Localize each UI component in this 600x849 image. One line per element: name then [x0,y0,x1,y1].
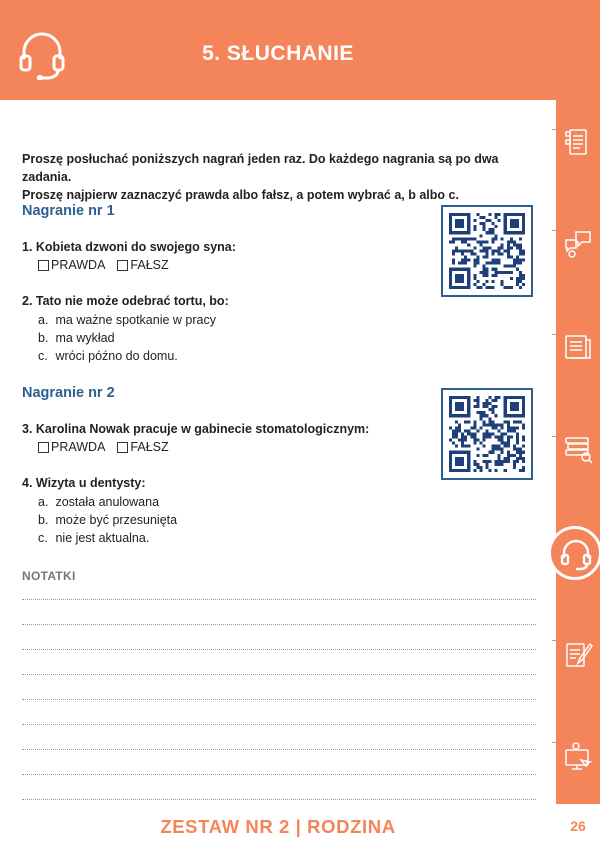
notes-line[interactable] [22,649,536,650]
qr-code-icon [449,396,525,472]
answer-text: ma ważne spotkanie w pracy [55,313,216,327]
false-label: FAŁSZ [130,440,169,454]
notes-line[interactable] [22,724,536,725]
answer-option[interactable] [38,349,178,363]
notes-label: NOTATKI [22,569,76,583]
instructions-line: Proszę posłuchać poniższych nagrań jeden raz. Do każdego nagrania są po dwa zadania. [22,152,499,184]
true-checkbox[interactable] [38,442,49,453]
question-2: 2. Tato nie może odebrać tortu, bo: [22,294,229,308]
page-number: 26 [570,818,586,834]
page-edge-tick [552,640,557,641]
answer-option[interactable] [38,513,177,527]
answer-text: ma wykład [55,331,115,345]
grammar-icon[interactable] [562,330,594,362]
question-1: 1. Kobieta dzwoni do swojego syna: [22,240,236,254]
notes-line[interactable] [22,699,536,700]
true-option[interactable] [38,258,105,272]
true-checkbox[interactable] [38,260,49,271]
page-edge-tick [552,742,557,743]
vocabulary-icon[interactable] [562,432,594,464]
instructions [22,150,542,204]
true-label: PRAWDA [51,440,106,454]
false-option[interactable] [117,258,168,272]
footer-title: ZESTAW NR 2 | RODZINA [160,816,396,837]
page-edge-tick [552,129,557,130]
writing-icon[interactable] [562,638,594,670]
page-edge-tick [552,334,557,335]
notes-line[interactable] [22,799,536,800]
notes-line[interactable] [22,599,536,600]
question-4: 4. Wizyta u dentysty: [22,476,146,490]
answer-text: została anulowana [55,495,160,509]
answer-letter: c. [38,531,48,545]
listening-icon [560,537,592,571]
notes-line[interactable] [22,774,536,775]
qr-code-recording-2[interactable] [441,388,533,480]
answer-text: może być przesunięta [55,513,178,527]
question-3: 3. Karolina Nowak pracuje w gabinecie stomatologicznym: [22,422,370,436]
answer-option[interactable] [38,531,149,545]
answer-letter: a. [38,313,49,327]
speaking-icon[interactable] [562,228,594,260]
notes-line[interactable] [22,674,536,675]
answer-letter: b. [38,513,49,527]
instructions-line: Proszę najpierw zaznaczyć prawda albo fałsz, a potem wybrać a, b albo c. [22,188,459,202]
answer-text: wróci późno do domu. [55,349,178,363]
true-label: PRAWDA [51,258,106,272]
answer-option[interactable] [38,495,159,509]
recording-1-title: Nagranie nr 1 [22,203,115,219]
answer-text: nie jest aktualna. [55,531,150,545]
qr-code-recording-1[interactable] [441,205,533,297]
false-label: FAŁSZ [130,258,169,272]
answer-letter: a. [38,495,49,509]
active-section-badge[interactable] [548,526,600,580]
false-option[interactable] [117,440,168,454]
false-checkbox[interactable] [117,442,128,453]
false-checkbox[interactable] [117,260,128,271]
answer-option[interactable] [38,331,115,345]
true-false-options [38,440,181,454]
recording-2-title: Nagranie nr 2 [22,385,115,401]
true-false-options [38,258,181,272]
notes-line[interactable] [22,749,536,750]
header-band [0,0,600,100]
true-option[interactable] [38,440,105,454]
page-edge-tick [552,230,557,231]
page-title: 5. SŁUCHANIE [202,42,354,65]
page-edge-tick [552,436,557,437]
qr-code-icon [449,213,525,289]
answer-letter: b. [38,331,49,345]
answer-letter: c. [38,349,48,363]
notes-line[interactable] [22,624,536,625]
reading-icon[interactable] [562,126,594,158]
section-sidebar [556,100,600,804]
answer-option[interactable] [38,313,216,327]
computer-icon[interactable] [562,740,594,772]
